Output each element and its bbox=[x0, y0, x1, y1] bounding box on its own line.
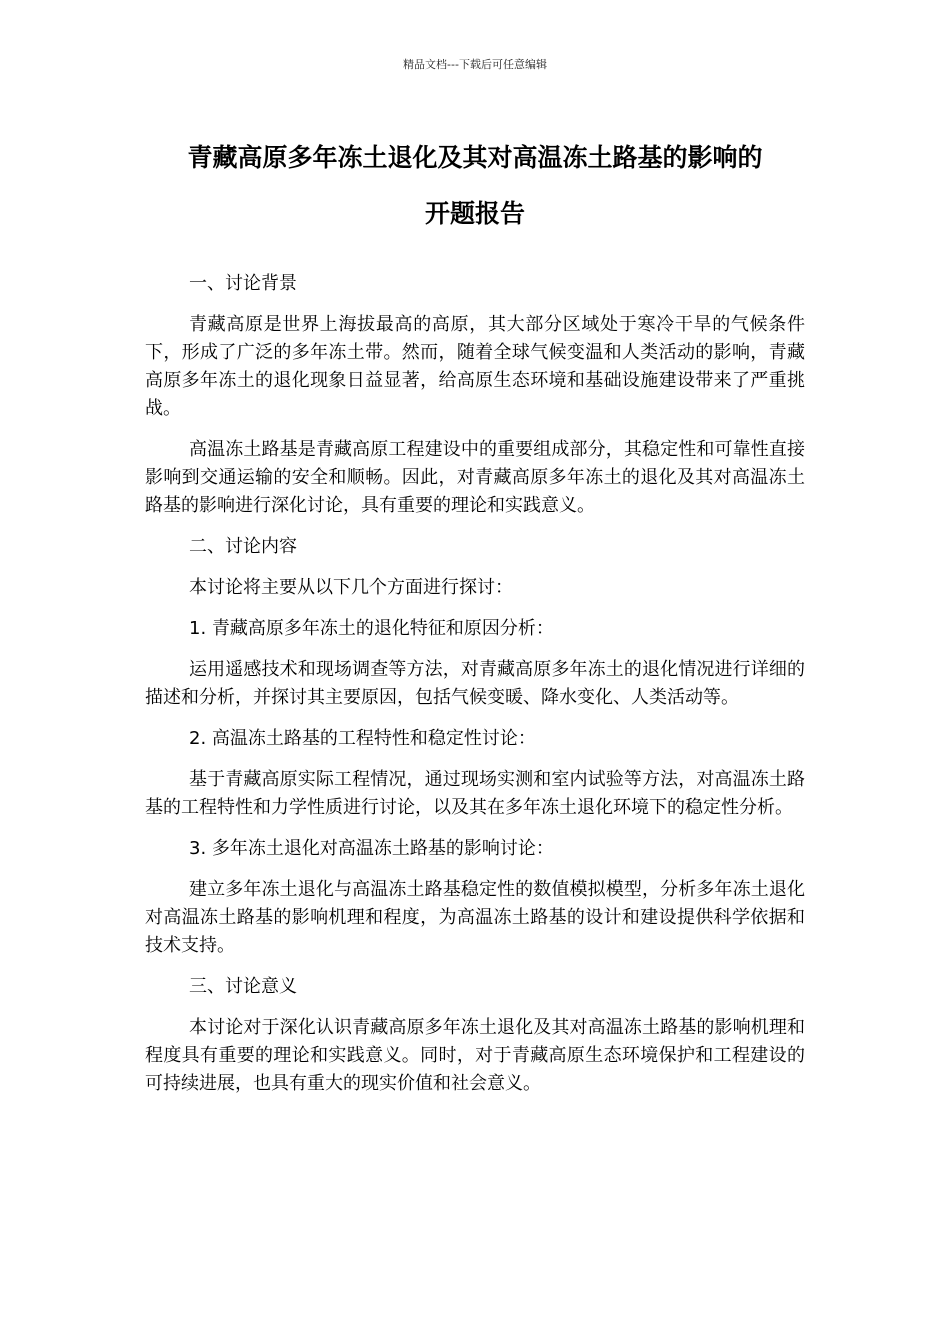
page-header: 精品文档---下载后可任意编辑 bbox=[403, 58, 547, 71]
subheading-item-3: 3. 多年冻土退化对高温冻土路基的影响讨论： bbox=[189, 838, 554, 859]
paragraph-item-1: 运用遥感技术和现场调查等方法，对青藏高原多年冻土的退化情况进行详细的描述和分析，并探讨其主要原因，包括气候变暖、降水变化、人类活动等。 bbox=[145, 659, 805, 708]
section-heading-content: 二、讨论内容 bbox=[189, 536, 297, 557]
subheading-item-2: 2. 高温冻土路基的工程特性和稳定性讨论： bbox=[189, 728, 536, 749]
paragraph-background-1: 青藏高原是世界上海拔最高的高原，其大部分区域处于寒冷干旱的气候条件下，形成了广泛的多年冻土带。然而，随着全球气候变温和人类活动的影响，青藏高原多年冻土的退化现象日益显著，给高原生态环境和基础设施建设带来了严重挑战。 bbox=[145, 314, 805, 419]
section-heading-significance: 三、讨论意义 bbox=[189, 976, 297, 997]
document-body bbox=[145, 270, 805, 1111]
paragraph-item-3: 建立多年冻土退化与高温冻土路基稳定性的数值模拟模型，分析多年冻土退化对高温冻土路基的影响机理和程度，为高温冻土路基的设计和建设提供科学依据和技术支持。 bbox=[145, 879, 805, 956]
paragraph-content-intro: 本讨论将主要从以下几个方面进行探讨： bbox=[189, 577, 513, 598]
subheading-item-1: 1. 青藏高原多年冻土的退化特征和原因分析： bbox=[189, 618, 554, 639]
paragraph-background-2: 高温冻土路基是青藏高原工程建设中的重要组成部分，其稳定性和可靠性直接影响到交通运输的安全和顺畅。因此，对青藏高原多年冻土的退化及其对高温冻土路基的影响进行深化讨论，具有重要的理论和实践意义。 bbox=[145, 439, 805, 516]
section-heading-background: 一、讨论背景 bbox=[189, 273, 297, 294]
document-title bbox=[140, 130, 810, 242]
paragraph-item-2: 基于青藏高原实际工程情况，通过现场实测和室内试验等方法，对高温冻土路基的工程特性和力学性质进行讨论，以及其在多年冻土退化环境下的稳定性分析。 bbox=[145, 769, 805, 818]
document-title-line-1: 青藏高原多年冻土退化及其对高温冻土路基的影响的 bbox=[187, 143, 763, 172]
paragraph-significance: 本讨论对于深化认识青藏高原多年冻土退化及其对高温冻土路基的影响机理和程度具有重要的理论和实践意义。同时，对于青藏高原生态环境保护和工程建设的可持续进展，也具有重大的现实价值和社会意义。 bbox=[145, 1017, 805, 1094]
document-title-line-2: 开题报告 bbox=[424, 199, 525, 228]
